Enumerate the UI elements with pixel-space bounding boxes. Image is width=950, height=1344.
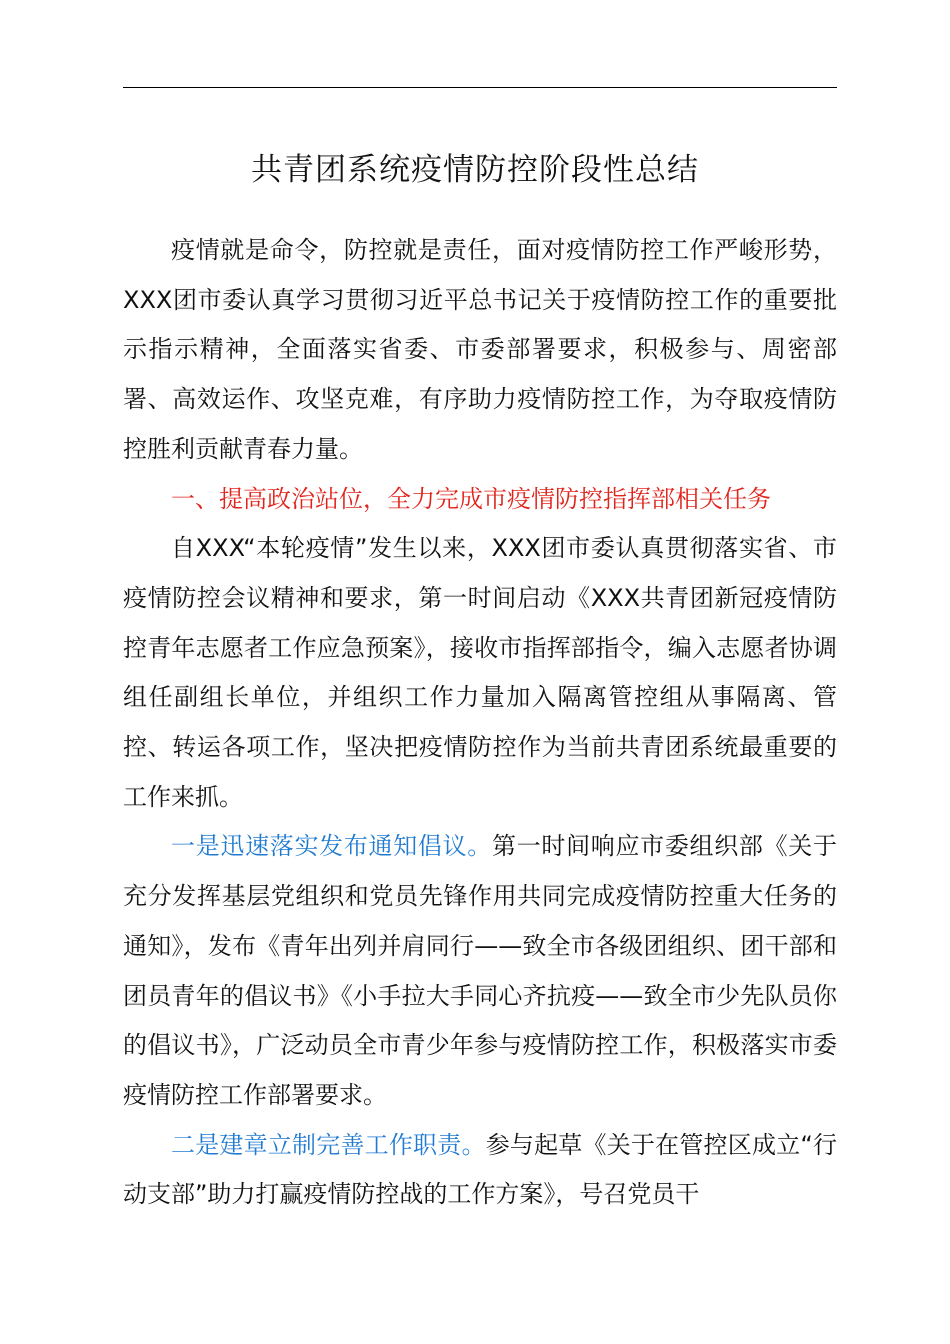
item-2-paragraph [123,1121,837,1220]
section-1-paragraph: 自XXX“本轮疫情”发生以来，XXX团市委认真贯彻落实省、市疫情防控会议精神和要求，第一时间启动《XXX共青团新冠疫情防控青年志愿者工作应急预案》，接收市指挥部指令，编入志愿者协调组任副组长单位，并组织工作力量加入隔离管控组从事隔离、管控、转运各项工作，坚决把疫情防控作为当前共青团系统最重要的工作来抓。 [123,534,837,811]
item-1-body: 第一时间响应市委组织部《关于充分发挥基层党组织和党员先锋作用共同完成疫情防控重大任务的通知》，发布《青年出列并肩同行——致全市各级团组织、团干部和团员青年的倡议书》《小手拉大手同心齐抗疫——致全市少先队员你的倡议书》，广泛动员全市青少年参与疫情防控工作，积极落实市委疫情防控工作部署要求。 [123,832,837,1109]
item-1-lead: 一是迅速落实发布通知倡议。 [171,832,492,861]
header-rule [123,87,837,88]
item-1-paragraph [123,822,837,1120]
item-2-lead: 二是建章立制完善工作职责。 [171,1130,486,1159]
intro-paragraph: 疫情就是命令，防控就是责任，面对疫情防控工作严峻形势，XXX团市委认真学习贯彻习近平总书记关于疫情防控工作的重要批示指示精神，全面落实省委、市委部署要求，积极参与、周密部署、高效运作、攻坚克难，有序助力疫情防控工作，为夺取疫情防控胜利贡献青春力量。 [123,236,837,463]
section-heading-1: 一、提高政治站位，全力完成市疫情防控指挥部相关任务 [171,484,771,513]
document-body [123,226,837,1220]
document-title: 共青团系统疫情防控阶段性总结 [251,152,699,188]
item-2-body: 参与起草《关于在管控区成立“行动支部”助力打赢疫情防控战的工作方案》，号召党员干 [123,1130,838,1209]
